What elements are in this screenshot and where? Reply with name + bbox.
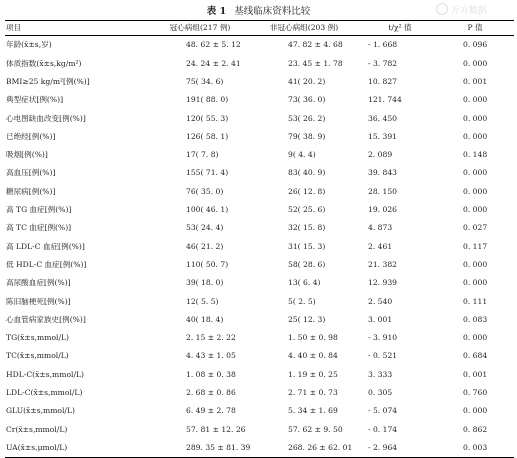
table-row xyxy=(5,91,514,109)
non-chd-group-value: 23. 45 ± 1. 78 xyxy=(288,58,343,68)
row-label: 年龄(x̄±s,岁) xyxy=(6,40,52,50)
chd-group-value: 110( 50. 7) xyxy=(186,259,229,269)
table-row xyxy=(5,182,514,200)
chd-group-value: 39( 18. 0) xyxy=(186,278,224,288)
row-label: 典型症状[例(%)] xyxy=(6,95,64,105)
non-chd-group-value: 25( 12. 3) xyxy=(288,314,326,324)
non-chd-group-value: 26( 12. 8) xyxy=(288,186,326,196)
statistic-value: - 5. 074 xyxy=(368,406,398,416)
watermark-seal-icon xyxy=(436,3,448,15)
table-row xyxy=(5,292,514,310)
statistic-value: 0. 305 xyxy=(368,387,393,397)
p-value: 0. 000 xyxy=(463,131,488,141)
row-label: 低 HDL-C 血症[例(%)] xyxy=(6,259,87,269)
p-value: 0. 000 xyxy=(463,333,488,343)
header-row xyxy=(5,21,514,36)
chd-group-value: 40( 18. 4) xyxy=(186,314,224,324)
statistic-value: 10. 827 xyxy=(368,76,397,86)
statistic-value: 21. 382 xyxy=(368,259,397,269)
p-value: 0. 003 xyxy=(436,439,514,458)
p-value: 0. 000 xyxy=(463,113,488,123)
row-label: 高 TC 血症[例(%)] xyxy=(6,223,72,233)
p-value: 0. 111 xyxy=(463,296,488,306)
table-row xyxy=(5,439,514,458)
chd-group-value: 2. 68 ± 0. 86 xyxy=(186,387,236,397)
table-row xyxy=(5,256,514,274)
chd-group-value: 191( 88. 0) xyxy=(186,95,229,105)
p-value: 0. 117 xyxy=(463,241,488,251)
row-label: TG(x̄±s,mmol/L) xyxy=(6,333,70,343)
p-value: 0. 862 xyxy=(463,424,488,434)
row-label: 陈旧脑梗死[例(%)] xyxy=(6,296,71,306)
non-chd-group-value: 52( 25. 6) xyxy=(288,205,326,215)
table-row xyxy=(5,164,514,182)
statistic-value: 3. 001 xyxy=(368,314,393,324)
statistic-value: - 3. 910 xyxy=(368,333,398,343)
table-row xyxy=(5,201,514,219)
non-chd-group-value: 1. 50 ± 0. 98 xyxy=(288,333,338,343)
row-label: LDL-C(x̄±s,mmol/L) xyxy=(6,387,83,397)
row-label: 高血压[例(%)] xyxy=(6,168,56,178)
chd-group-value: 100( 46. 1) xyxy=(186,205,229,215)
statistic-value: 28. 150 xyxy=(368,186,397,196)
chd-group-value: 12( 5. 5) xyxy=(186,296,219,306)
statistic-value: 121. 744 xyxy=(368,95,402,105)
statistic-value: 12. 939 xyxy=(368,278,397,288)
non-chd-group-value: 41( 20. 2) xyxy=(288,76,326,86)
header-item: 项目 xyxy=(5,21,156,36)
table-row xyxy=(5,365,514,383)
row-label: 吸烟[例(%)] xyxy=(6,150,48,160)
p-value: 0. 083 xyxy=(463,314,488,324)
p-value: 0. 027 xyxy=(463,223,488,233)
p-value: 0. 760 xyxy=(463,387,488,397)
chd-group-value: 76( 35. 0) xyxy=(186,186,224,196)
non-chd-group-value: 53( 26. 2) xyxy=(288,113,326,123)
statistic-value: 2. 540 xyxy=(368,296,393,306)
chd-group-value: 1. 08 ± 0. 38 xyxy=(186,369,236,379)
table-row xyxy=(5,219,514,237)
header-chd-group: 冠心病组(217 例) xyxy=(156,21,244,36)
chd-group-value: 53( 24. 4) xyxy=(186,223,224,233)
table-body xyxy=(5,36,514,458)
statistic-value: 3. 333 xyxy=(368,369,393,379)
table-row xyxy=(5,146,514,164)
p-value: 0. 000 xyxy=(463,95,488,105)
p-value: 0. 096 xyxy=(463,40,488,50)
table-row xyxy=(5,347,514,365)
chd-group-value: 48. 62 ± 5. 12 xyxy=(186,40,241,50)
non-chd-group-value: 47. 82 ± 4. 68 xyxy=(288,40,343,50)
chd-group-value: 126( 58. 1) xyxy=(186,131,229,141)
statistic-value: - 3. 782 xyxy=(368,58,398,68)
table-row xyxy=(5,384,514,402)
row-label: TC(x̄±s,mmol/L) xyxy=(6,351,69,361)
row-label: GLU(x̄±s,mmol/L) xyxy=(6,406,75,416)
non-chd-group-value: 268. 26 ± 62. 01 xyxy=(244,439,364,458)
chd-group-value: 155( 71. 4) xyxy=(186,168,229,178)
table-row xyxy=(5,329,514,347)
row-label: 高尿酸血症[例(%)] xyxy=(6,278,71,288)
p-value: 0. 000 xyxy=(463,168,488,178)
non-chd-group-value: 1. 19 ± 0. 25 xyxy=(288,369,338,379)
non-chd-group-value: 5. 34 ± 1. 69 xyxy=(288,406,338,416)
row-label: 糖尿病[例(%)] xyxy=(6,186,56,196)
statistic-value: 2. 089 xyxy=(368,150,393,160)
chd-group-value: 57. 81 ± 12. 26 xyxy=(186,424,246,434)
p-value: 0. 000 xyxy=(463,205,488,215)
p-value: 0. 001 xyxy=(463,369,488,379)
header-p-value: P 值 xyxy=(436,21,514,36)
non-chd-group-value: 79( 38. 9) xyxy=(288,131,326,141)
chd-group-value: 6. 49 ± 2. 78 xyxy=(186,406,236,416)
p-value: 0. 001 xyxy=(463,76,488,86)
statistic-value: 4. 873 xyxy=(368,223,393,233)
table-row xyxy=(5,73,514,91)
table-row xyxy=(5,402,514,420)
row-label: 心血管病家族史[例(%)] xyxy=(6,314,86,324)
table-title: 基线临床资料比较 xyxy=(234,6,311,17)
statistic-value: 2. 461 xyxy=(368,241,393,251)
table-row xyxy=(5,36,514,55)
row-label: Cr(x̄±s,mmol/L) xyxy=(6,424,68,434)
chd-group-value: 2. 15 ± 2. 22 xyxy=(186,333,236,343)
statistic-value: 19. 026 xyxy=(368,205,397,215)
row-label: 高 LDL-C 血症[例(%)] xyxy=(6,241,85,251)
row-label: BMI≥25 kg/m²[例(%)] xyxy=(6,76,90,86)
row-label: HDL-C(x̄±s,mmol/L) xyxy=(6,369,85,379)
p-value: 0. 000 xyxy=(463,406,488,416)
p-value: 0. 148 xyxy=(463,150,488,160)
p-value: 0. 684 xyxy=(463,351,488,361)
non-chd-group-value: 57. 62 ± 9. 50 xyxy=(288,424,343,434)
non-chd-group-value: 73( 36. 0) xyxy=(288,95,326,105)
table-number: 表 1 xyxy=(206,6,227,17)
table-row xyxy=(5,420,514,438)
non-chd-group-value: 58( 28. 6) xyxy=(288,259,326,269)
statistic-value: 39. 843 xyxy=(368,168,397,178)
row-label: 体质指数(x̄±s,kg/m²) xyxy=(6,58,82,68)
header-non-chd-group: 非冠心病组(203 例) xyxy=(244,21,364,36)
p-value: 0. 000 xyxy=(463,278,488,288)
table-row xyxy=(5,274,514,292)
chd-group-value: 17( 7. 8) xyxy=(186,150,219,160)
non-chd-group-value: 32( 15. 8) xyxy=(288,223,326,233)
statistic-value: 15. 391 xyxy=(368,131,397,141)
table-row xyxy=(5,237,514,255)
p-value: 0. 000 xyxy=(463,58,488,68)
table-row xyxy=(5,127,514,145)
table-row xyxy=(5,54,514,72)
table-header xyxy=(5,21,514,36)
non-chd-group-value: 13( 6. 4) xyxy=(288,278,321,288)
non-chd-group-value: 5( 2. 5) xyxy=(288,296,316,306)
chd-group-value: 289. 35 ± 81. 39 xyxy=(156,439,244,458)
row-label: 已绝经[例(%)] xyxy=(6,131,56,141)
statistic-value: - 0. 174 xyxy=(368,424,398,434)
non-chd-group-value: 4. 40 ± 0. 84 xyxy=(288,351,338,361)
table-row xyxy=(5,310,514,328)
statistic-value: - 0. 521 xyxy=(368,351,398,361)
header-statistic: t/χ² 值 xyxy=(364,21,436,36)
chd-group-value: 46( 21. 2) xyxy=(186,241,224,251)
non-chd-group-value: 9( 4. 4) xyxy=(288,150,316,160)
statistic-value: - 1. 668 xyxy=(368,40,398,50)
row-label: 高 TG 血症[例(%)] xyxy=(6,205,72,215)
chd-group-value: 120( 55. 3) xyxy=(186,113,229,123)
p-value: 0. 000 xyxy=(463,186,488,196)
non-chd-group-value: 83( 40. 9) xyxy=(288,168,326,178)
table-row xyxy=(5,109,514,127)
watermark xyxy=(436,2,514,16)
chd-group-value: 24. 24 ± 2. 41 xyxy=(186,58,241,68)
chd-group-value: 4. 43 ± 1. 05 xyxy=(186,351,236,361)
clinical-data-table xyxy=(5,20,514,458)
chd-group-value: 75( 34. 6) xyxy=(186,76,224,86)
statistic-value: - 2. 964 xyxy=(364,439,436,458)
row-label: 心电图缺血改变[例(%)] xyxy=(6,113,86,123)
non-chd-group-value: 31( 15. 3) xyxy=(288,241,326,251)
statistic-value: 36. 450 xyxy=(368,113,397,123)
watermark-text: 万方数据 xyxy=(451,5,488,16)
p-value: 0. 000 xyxy=(463,259,488,269)
row-label: UA(x̄±s,μmol/L) xyxy=(5,439,156,458)
non-chd-group-value: 2. 71 ± 0. 73 xyxy=(288,387,338,397)
